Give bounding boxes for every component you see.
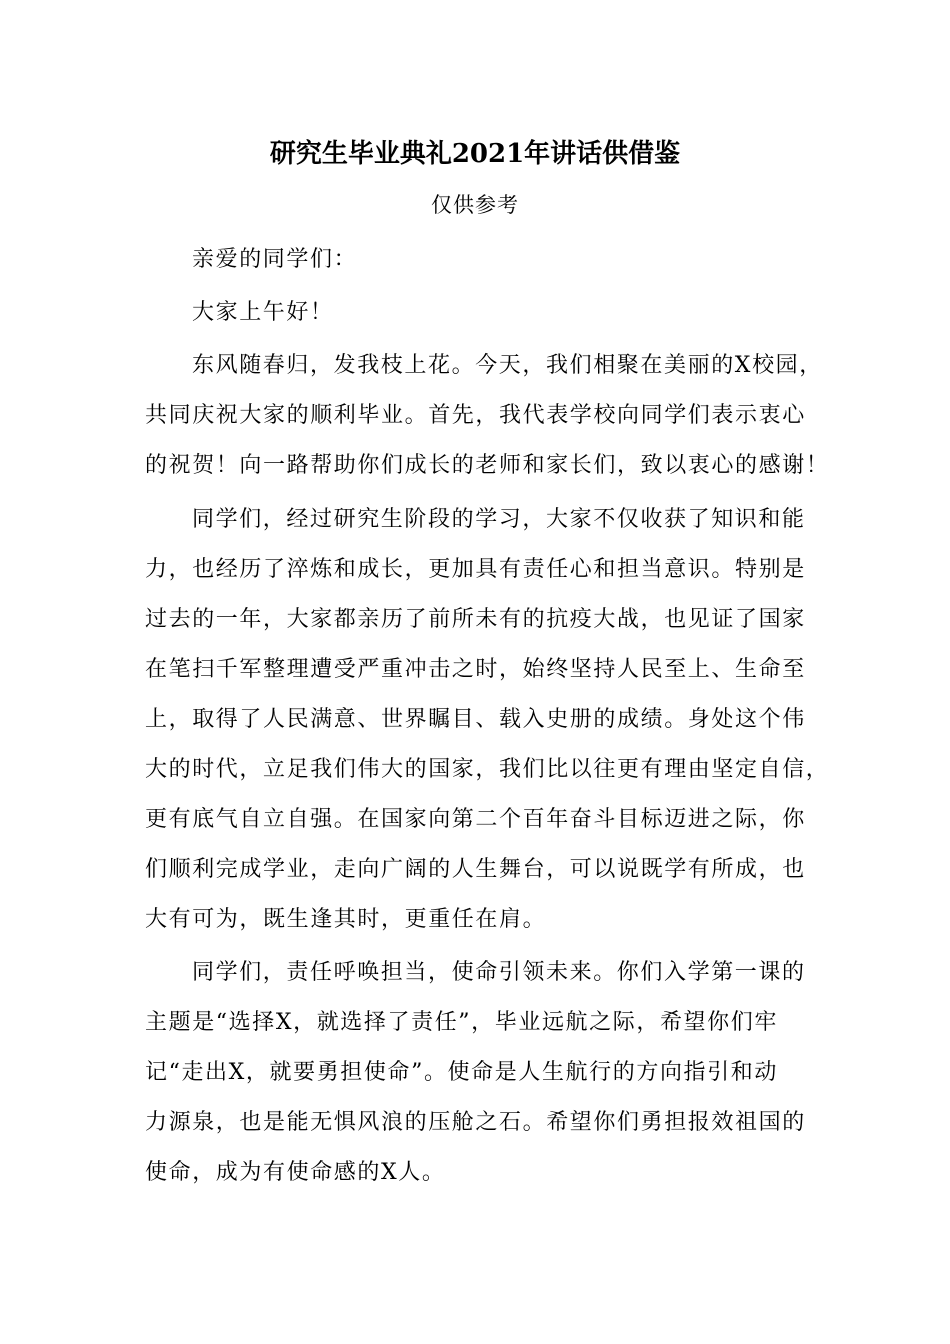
paragraph-line: 过去的一年，大家都亲历了前所未有的抗疫大战，也见证了国家 [145, 607, 806, 632]
paragraph-line: 在笔扫千军整理遭受严重冲击之时，始终坚持人民至上、生命至 [145, 657, 806, 682]
paragraph-line: 更有底气自立自强。在国家向第二个百年奋斗目标迈进之际，你 [145, 807, 806, 832]
paragraph-line: 大有可为，既生逢其时，更重任在肩。 [145, 907, 547, 932]
greeting: 大家上午好！ [192, 300, 334, 325]
paragraph-line: 们顺利完成学业，走向广阔的人生舞台，可以说既学有所成，也 [145, 857, 806, 882]
paragraph-line: 大的时代，立足我们伟大的国家，我们比以往更有理由坚定自信， [145, 757, 830, 782]
document-subtitle: 仅供参考 [431, 193, 519, 217]
paragraph-line: 的祝贺！向一路帮助你们成长的老师和家长们，致以衷心的感谢！ [145, 453, 830, 478]
paragraph-line: 记“走出X，就要勇担使命”。使命是人生航行的方向指引和动 [145, 1060, 778, 1085]
paragraph-line: 上，取得了人民满意、世界瞩目、载入史册的成绩。身处这个伟 [145, 707, 806, 732]
paragraph-line: 同学们，责任呼唤担当，使命引领未来。你们入学第一课的 [192, 960, 806, 985]
paragraph-line: 使命，成为有使命感的X人。 [145, 1160, 446, 1185]
paragraph-line: 主题是“选择X，就选择了责任”，毕业远航之际，希望你们牢 [145, 1010, 778, 1035]
paragraph-line: 同学们，经过研究生阶段的学习，大家不仅收获了知识和能 [192, 507, 806, 532]
paragraph-line: 力，也经历了淬炼和成长，更加具有责任心和担当意识。特别是 [145, 557, 806, 582]
paragraph-line: 共同庆祝大家的顺利毕业。首先，我代表学校向同学们表示衷心 [145, 403, 806, 428]
document-title: 研究生毕业典礼2021年讲话供借鉴 [269, 139, 681, 169]
paragraph-line: 力源泉，也是能无惧风浪的压舱之石。希望你们勇担报效祖国的 [145, 1110, 806, 1135]
paragraph-line: 东风随春归，发我枝上花。今天，我们相聚在美丽的X校园， [192, 353, 823, 378]
salutation: 亲爱的同学们： [192, 247, 358, 272]
